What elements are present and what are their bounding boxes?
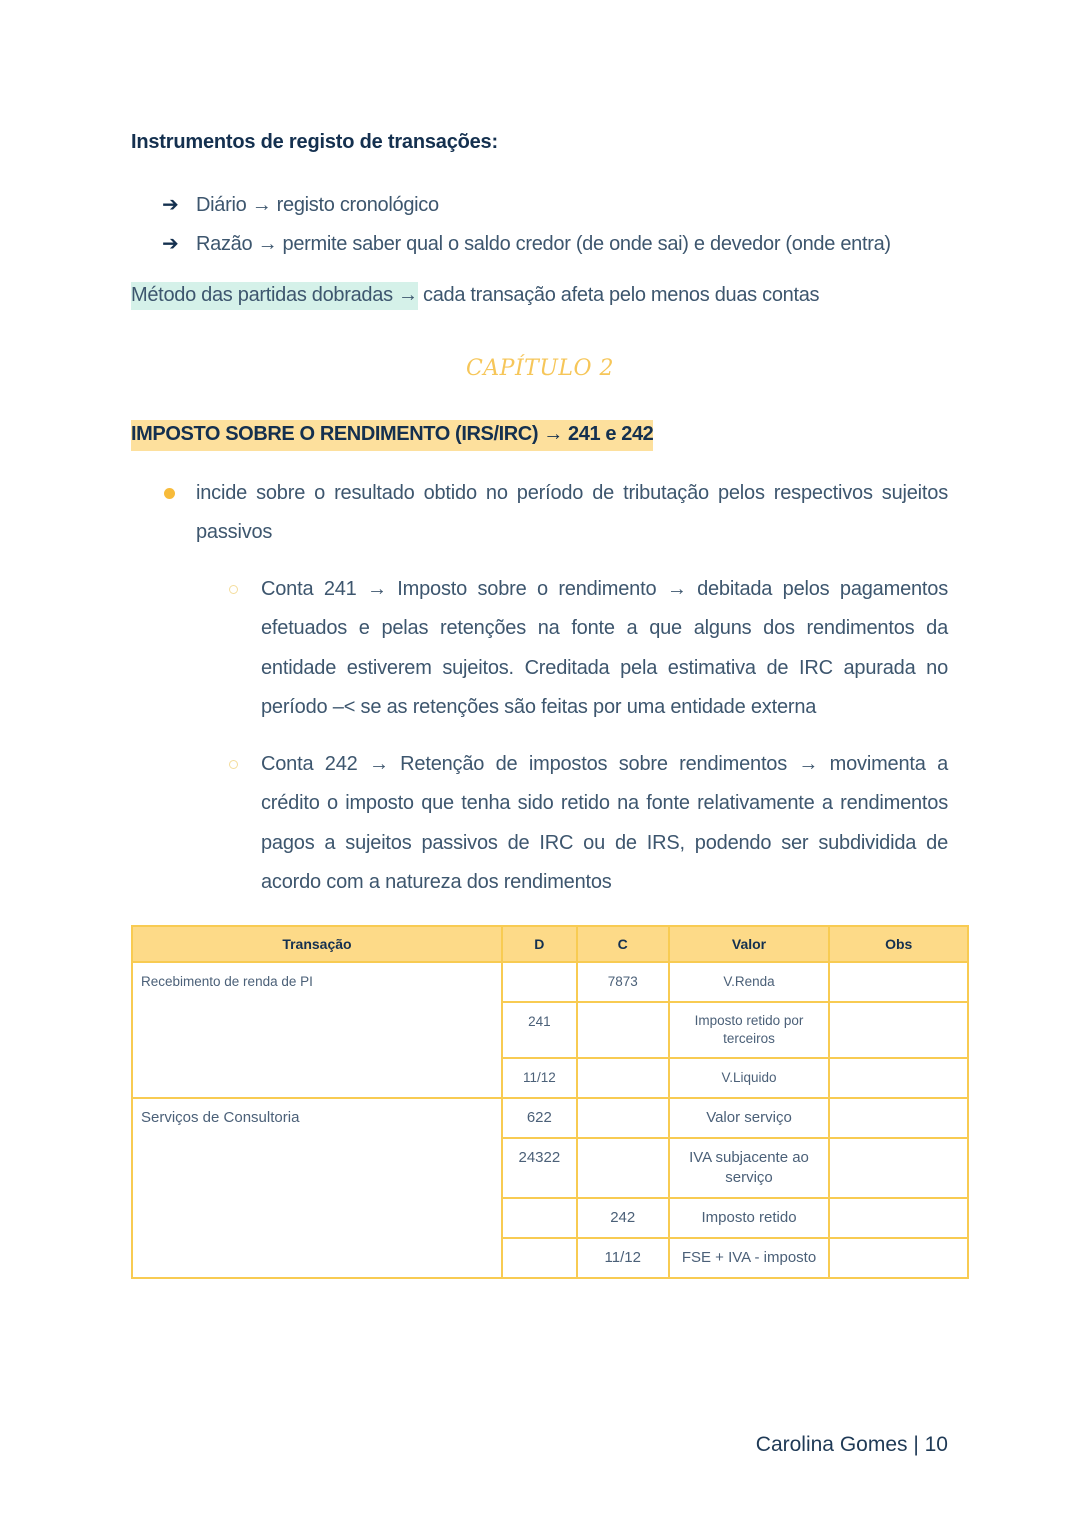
credit-cell: [577, 1138, 669, 1198]
credit-cell: 11/12: [577, 1238, 669, 1278]
bullet-dot-icon: [164, 488, 175, 499]
method-description: cada transação afeta pelo menos duas contas: [417, 284, 820, 306]
hollow-bullet-icon: [229, 760, 238, 769]
valor-cell: Imposto retido por terceiros: [669, 1002, 830, 1058]
header-valor: Valor: [669, 926, 830, 962]
sub-bullet-conta-242: Conta 242 → Retenção de impostos sobre rendimentos → movimenta a crédito o imposto que tenha sido retido na fonte relativamente a rendimentos pagos a sujeitos passivos de IRC ou de IRS, podendo ser subdividida de acordo com a natureza dos rendimentos: [261, 753, 948, 893]
bullet-text: incide sobre o resultado obtido no período de tributação pelos respectivos sujeitos passivos: [196, 482, 948, 544]
valor-cell: V.Liquido: [669, 1058, 830, 1098]
obs-cell: [829, 1238, 968, 1278]
header-debit: D: [502, 926, 577, 962]
table-row: [132, 1098, 968, 1138]
obs-cell: [829, 962, 968, 1002]
credit-cell: 242: [577, 1198, 669, 1238]
obs-cell: [829, 1058, 968, 1098]
section-title: Instrumentos de registo de transações:: [131, 131, 498, 153]
section-heading: IMPOSTO SOBRE O RENDIMENTO (IRS/IRC) → 241 e 242: [131, 420, 653, 451]
table-row: [132, 962, 968, 1002]
chapter-title: CAPÍTULO 2: [465, 356, 615, 381]
list-item-text: Diário → registo cronológico: [196, 194, 439, 216]
sub-bullet-conta-241: Conta 241 → Imposto sobre o rendimento → debitada pelos pagamentos efetuados e pelas retenções na fonte a que alguns dos rendimentos da entidade estiverem sujeitos. Creditada pela estimativa de IRC apurada no período –< se as retenções são feitas por uma entidade externa: [261, 578, 948, 718]
arrow-right-icon: ➔: [162, 233, 179, 255]
ledger-table: [131, 925, 969, 1279]
valor-cell: V.Renda: [669, 962, 830, 1002]
obs-cell: [829, 1002, 968, 1058]
debit-cell: 241: [502, 1002, 577, 1058]
credit-cell: [577, 1098, 669, 1138]
header-obs: Obs: [829, 926, 968, 962]
debit-cell: [502, 962, 577, 1002]
debit-cell: 622: [502, 1098, 577, 1138]
hollow-bullet-icon: [229, 585, 238, 594]
arrow-list: [162, 186, 891, 264]
obs-cell: [829, 1138, 968, 1198]
transaction-cell: Recebimento de renda de PI: [132, 962, 502, 1098]
debit-cell: 24322: [502, 1138, 577, 1198]
transaction-cell: Serviços de Consultoria: [132, 1098, 502, 1278]
header-credit: C: [577, 926, 669, 962]
obs-cell: [829, 1198, 968, 1238]
credit-cell: 7873: [577, 962, 669, 1002]
debit-cell: [502, 1198, 577, 1238]
credit-cell: [577, 1058, 669, 1098]
credit-cell: [577, 1002, 669, 1058]
list-item-text: Razão → permite saber qual o saldo credor (de onde sai) e devedor (onde entra): [196, 233, 891, 255]
debit-cell: [502, 1238, 577, 1278]
table-header-row: [132, 926, 968, 962]
list-item-diario: [162, 186, 891, 225]
arrow-right-icon: ➔: [162, 194, 179, 216]
valor-cell: IVA subjacente ao serviço: [669, 1138, 830, 1198]
valor-cell: Imposto retido: [669, 1198, 830, 1238]
highlighted-term: Método das partidas dobradas →: [131, 282, 418, 310]
debit-cell: 11/12: [502, 1058, 577, 1098]
obs-cell: [829, 1098, 968, 1138]
header-transacao: Transação: [132, 926, 502, 962]
list-item-razao: [162, 225, 891, 264]
valor-cell: FSE + IVA - imposto: [669, 1238, 830, 1278]
valor-cell: Valor serviço: [669, 1098, 830, 1138]
method-definition: [131, 284, 819, 307]
page-footer: Carolina Gomes | 10: [755, 1433, 948, 1456]
